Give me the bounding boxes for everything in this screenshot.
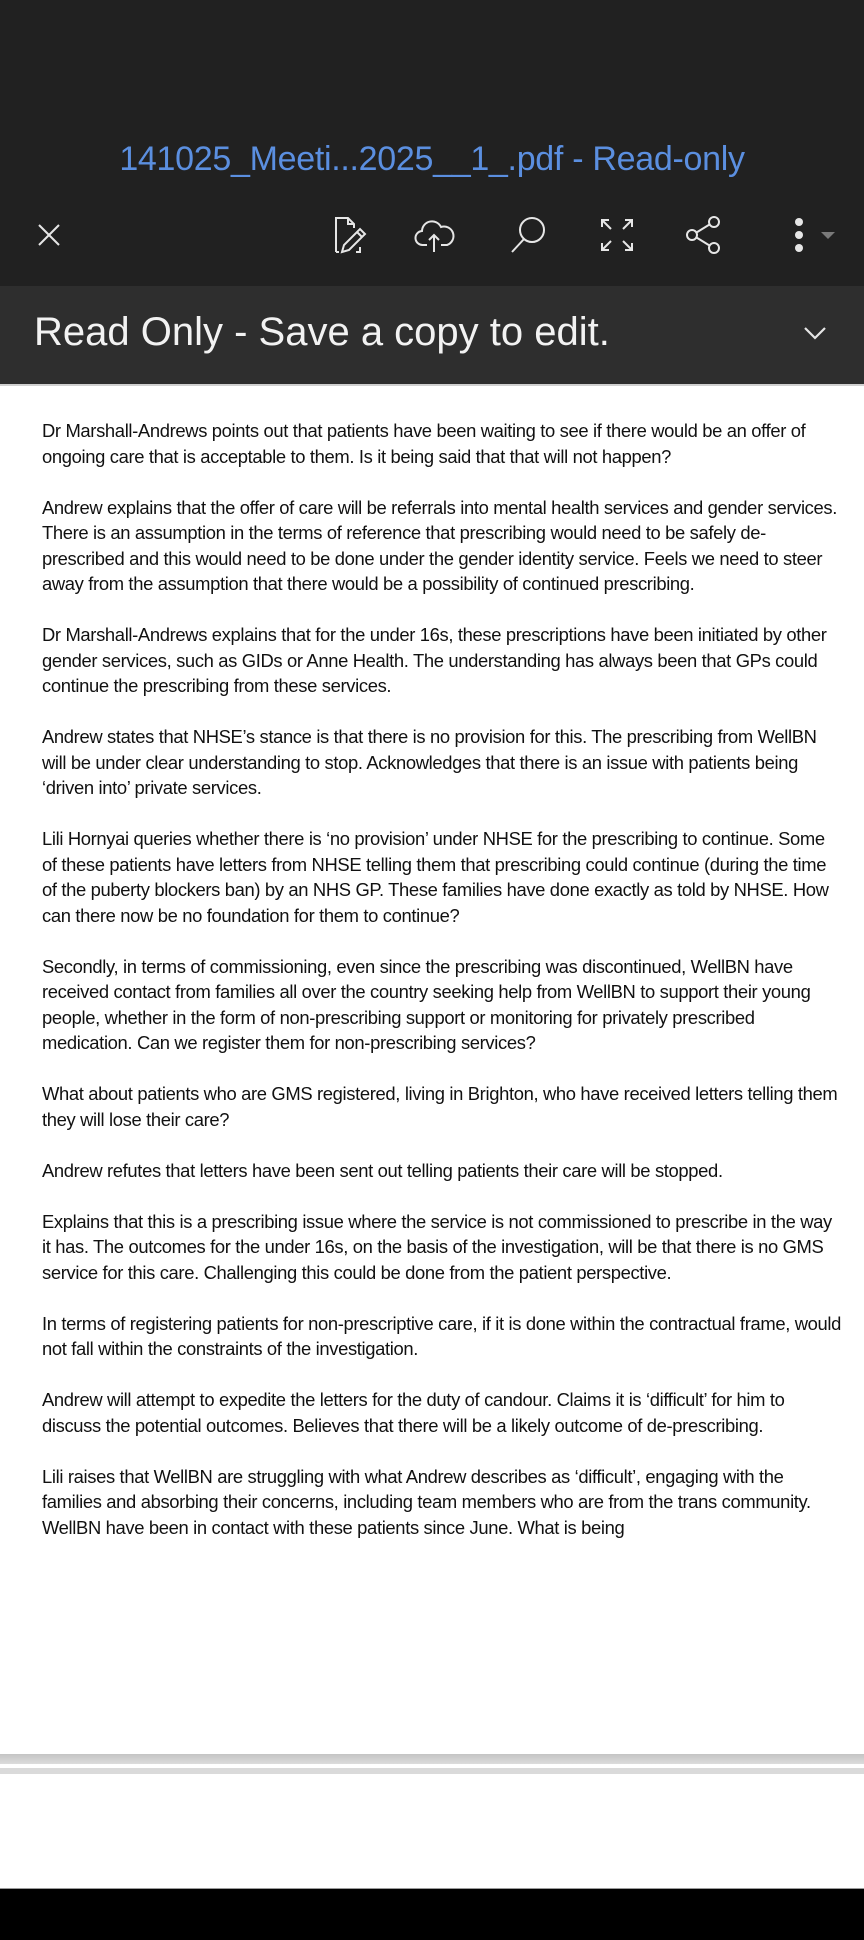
paragraph: In terms of registering patients for non-prescriptive care, if it is done within the contractual frame, would not fall within the constraints of the investigation. <box>42 1312 842 1359</box>
read-only-message: Read Only - Save a copy to edit. <box>34 310 610 354</box>
chevron-down-icon[interactable] <box>800 318 830 348</box>
close-button[interactable] <box>24 210 74 260</box>
edit-button[interactable] <box>325 210 375 260</box>
paragraph: Secondly, in terms of commissioning, even since the prescribing was discontinued, WellBN have received contact from families all over the country seeking help from WellBN to support their young people, whether in the form of non-prescribing support or monitoring for privately prescribed medication. Can we register them for non-prescribing services? <box>42 955 811 1053</box>
paragraph: Andrew explains that the offer of care will be referrals into mental health services and gender services. There is an assumption in the terms of reference that prescribing would need to be safely de-prescribed and this would need to be done under the gender identity service. Feels we need to steer away from the assumption that there would be a possibility of continued prescribing. <box>42 496 838 594</box>
paragraph: Andrew will attempt to expedite the letters for the duty of candour. Claims it is ‘difficult’ for him to discuss the potential outcomes. Believes that there will be a likely outcome of de-prescribing. <box>42 1389 785 1436</box>
paragraph: Dr Marshall-Andrews points out that patients have been waiting to see if there would be an offer of ongoing care that is acceptable to them. Is it being said that that will not happen? <box>42 420 806 467</box>
document-title: 141025_Meeti...2025__1_.pdf - Read-only <box>119 140 745 178</box>
more-options-button[interactable] <box>776 210 846 260</box>
search-icon <box>508 215 548 255</box>
system-navigation-bar <box>0 1888 864 1940</box>
paragraph: Lili Hornyai queries whether there is ‘no provision’ under NHSE for the prescribing to continue. Some of these patients have letters from NHSE telling them that prescribing could continue (during the time of the puberty blockers ban) by an NHS GP. These families have done exactly as told by NHSE. How can there now be no foundation for them to continue? <box>42 828 829 926</box>
app-header <box>0 0 864 286</box>
paragraph: Andrew refutes that letters have been sent out telling patients their care will be stopped. <box>42 1159 723 1181</box>
paragraph: Dr Marshall-Andrews explains that for the under 16s, these prescriptions have been initiated by other gender services, such as GIDs or Anne Health. The understanding has always been that GPs could continue the prescribing from these services. <box>42 624 827 696</box>
fullscreen-icon <box>597 215 637 255</box>
search-button[interactable] <box>503 210 553 260</box>
toolbar <box>0 210 864 260</box>
page-divider <box>0 1754 864 1764</box>
fullscreen-button[interactable] <box>592 210 642 260</box>
edit-document-icon <box>330 215 370 255</box>
paragraph: Explains that this is a prescribing issue where the service is not commissioned to prescribe in the way it has. The outcomes for the under 16s, on the basis of the investigation, will be that there is no GMS service for this care. Challenging this could be done from the patient perspective. <box>42 1210 832 1283</box>
more-options-icon <box>781 215 841 255</box>
document-page <box>42 418 842 1566</box>
share-icon <box>684 214 726 256</box>
close-icon <box>36 222 62 248</box>
read-only-banner[interactable] <box>0 286 864 386</box>
upload-button[interactable] <box>410 210 460 260</box>
paragraph: Lili raises that WellBN are struggling with what Andrew describes as ‘difficult’, engaging with the families and absorbing their concerns, including team members who are from the trans community. WellBN have been in contact with these patients since June. What is being <box>42 1465 811 1538</box>
cloud-upload-icon <box>413 215 457 255</box>
paragraph: Andrew states that NHSE’s stance is that there is no provision for this. The prescribing from WellBN will be under clear understanding to stop. Acknowledges that there is an issue with patients being ‘driven into’ private services. <box>42 726 817 798</box>
share-button[interactable] <box>680 210 730 260</box>
page-divider-secondary <box>0 1768 864 1774</box>
paragraph: What about patients who are GMS registered, living in Brighton, who have received letters telling them they will lose their care? <box>42 1083 838 1130</box>
